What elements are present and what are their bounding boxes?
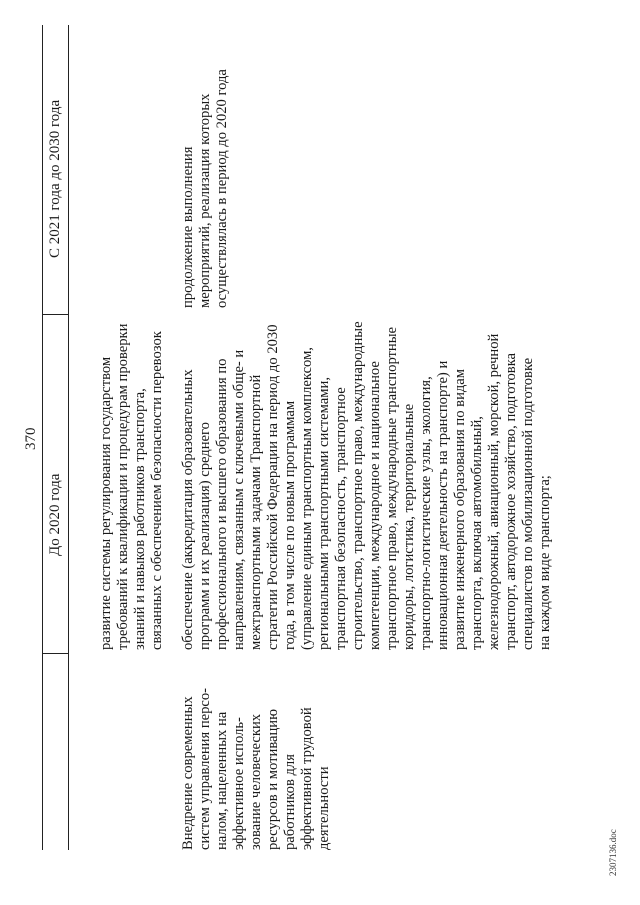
text-line: мероприятий, реализация которых [197, 93, 213, 308]
text-line: коридоры, логистика, территориальные [401, 403, 417, 650]
row2-col3-text [180, 18, 231, 308]
row2-col1-text [180, 660, 333, 850]
text-line: инновационная деятельность на транспорте) и [435, 360, 451, 650]
text-line: знаний и навыков работников транспорта, [132, 388, 148, 650]
text-line: ресурсов и мотивацию [265, 708, 281, 850]
text-line: деятельности [316, 766, 332, 850]
text-line: года, в том числе по новым программам [282, 400, 298, 650]
text-line: систем управления персо- [197, 687, 213, 850]
text-line: программ и их реализация) среднего [197, 422, 213, 650]
table-header-rule [68, 25, 69, 850]
text-line: компетенции, международное и национальное [367, 361, 383, 650]
text-line: на каждом виде транспорта; [537, 475, 553, 650]
text-line: налом, нацеленных на [214, 711, 230, 850]
text-line: зование человеческих [248, 713, 264, 850]
header-until-2020: До 2020 года [47, 473, 63, 556]
text-line: эффективной трудовой [299, 707, 315, 850]
text-line: транспорта, включая автомобильный, [469, 416, 485, 650]
text-line: направлениям, связанным с ключевыми обще- и [231, 349, 247, 650]
text-line: специалистов по мобилизационной подготовке [520, 357, 536, 650]
file-name-footer: 2307136.doc [608, 829, 618, 876]
header-2021-2030: С 2021 года до 2030 года [47, 99, 63, 258]
text-line: профессионального и высшего образования по [214, 358, 230, 650]
text-line: требований к квалификации и процедурам проверки [115, 323, 131, 650]
text-line: Внедрение современных [180, 696, 196, 850]
text-line: (управление единым транспортным комплексом, [299, 347, 315, 650]
text-line: межтранспортными задачами Транспортной [248, 374, 264, 650]
text-line: транспортно-логистические узлы, экология, [418, 376, 434, 650]
text-line: эффективное исполь- [231, 717, 247, 850]
text-line: строительство, транспортное право, международные [350, 321, 366, 650]
text-line: обеспечение (аккредитация образовательных [180, 369, 196, 650]
page-number: 370 [23, 427, 39, 450]
text-line: связанных с обеспечением безопасности перевозок [149, 331, 165, 650]
text-line: железнодорожный, авиационный, морской, речной [486, 333, 502, 650]
rotated-table-frame [20, 0, 620, 880]
text-line: работников для [282, 754, 298, 850]
row1-col2-text [98, 315, 166, 650]
text-line: транспортное право, международные транспортные [384, 326, 400, 650]
text-line: развитие системы регулирования государством [98, 356, 114, 650]
text-line: продолжение выполнения [180, 146, 196, 308]
text-line: региональными транспортными системами, [316, 377, 332, 650]
text-line: осуществлялась в период до 2020 года [214, 69, 230, 308]
text-line: развитие инженерного образования по видам [452, 368, 468, 650]
column-divider-2 [42, 314, 69, 315]
text-line: стратегии Российской Федерации на период до 2030 [265, 324, 281, 650]
column-divider-1 [42, 653, 69, 654]
table-top-rule [42, 25, 43, 850]
row2-col2-text [180, 315, 554, 650]
text-line: транспортная безопасность, транспортное [333, 387, 349, 650]
text-line: транспорт, автодорожное хозяйство, подготовка [503, 352, 519, 650]
